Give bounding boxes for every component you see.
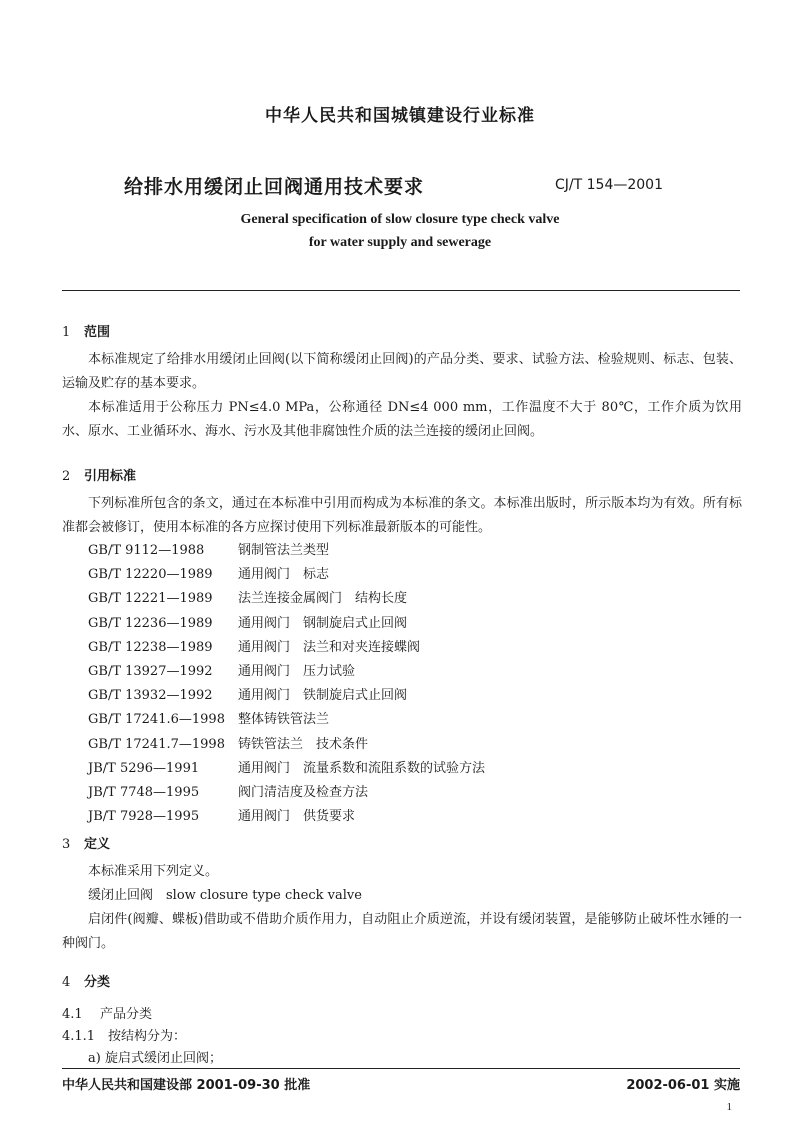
org-standard-title: 中华人民共和国城镇建设行业标准 xyxy=(265,106,535,126)
reference-title: 通用阀门 钢制旋启式止回阀 xyxy=(238,615,408,631)
reference-code: JB/T 7928—1995 xyxy=(88,809,200,825)
list-item-a: a) 旋启式缓闭止回阀； xyxy=(88,1051,222,1066)
subsection-4-1-1 xyxy=(62,1025,186,1044)
reference-item xyxy=(88,660,485,684)
header-divider xyxy=(62,290,740,291)
reference-item xyxy=(88,684,485,708)
reference-title: 钢制管法兰类型 xyxy=(238,543,330,558)
reference-title: 通用阀门 供货要求 xyxy=(238,809,356,825)
reference-title: 通用阀门 流量系数和流阻系数的试验方法 xyxy=(238,760,486,776)
section-2-heading xyxy=(62,465,136,484)
reference-list xyxy=(88,539,485,829)
reference-item xyxy=(88,612,485,636)
section-2-intro xyxy=(62,492,742,540)
reference-code: GB/T 9112—1988 xyxy=(88,543,205,558)
reference-item xyxy=(88,805,485,829)
section-title: 分类 xyxy=(84,975,111,990)
reference-title: 通用阀门 标志 xyxy=(238,567,330,583)
reference-item xyxy=(88,636,485,660)
reference-title: 通用阀门 压力试验 xyxy=(238,664,356,680)
effective-date: 2002-06-01 实施 xyxy=(626,1078,740,1093)
approval-info: 中华人民共和国建设部 2001-09-30 批准 xyxy=(62,1078,311,1093)
section-title: 引用标准 xyxy=(84,469,137,484)
section-4-heading xyxy=(62,971,110,990)
subsection-number: 4.1 xyxy=(62,1007,83,1022)
footer-divider xyxy=(62,1068,740,1069)
english-title-line1: General specification of slow closure type check valve xyxy=(240,212,560,227)
subsection-title: 按结构分为： xyxy=(108,1029,187,1044)
section-title: 定义 xyxy=(84,837,111,852)
standard-code: CJ/T 154—2001 xyxy=(555,177,663,193)
reference-code: GB/T 12238—1989 xyxy=(88,639,213,655)
reference-item xyxy=(88,539,485,563)
section-1-heading xyxy=(62,321,110,340)
reference-title: 铸铁管法兰 技术条件 xyxy=(238,736,369,752)
section-title: 范围 xyxy=(84,325,111,340)
section-number: 3 xyxy=(62,837,71,852)
english-title-line2: for water supply and sewerage xyxy=(308,235,492,250)
page-number: 1 xyxy=(726,1101,732,1113)
reference-code: GB/T 17241.7—1998 xyxy=(88,736,225,752)
reference-title: 通用阀门 铁制旋启式止回阀 xyxy=(238,688,408,704)
reference-title: 通用阀门 法兰和对夹连接蝶阀 xyxy=(238,639,421,655)
paragraph: 下列标准所包含的条文，通过在本标准中引用而构成为本标准的条文。本标准出版时，所示版本均为有效。所有标准都会被修订，使用本标准的各方应探讨使用下列标准最新版本的可能性。 xyxy=(62,496,742,535)
subsection-4-1 xyxy=(62,1003,152,1022)
section-number: 4 xyxy=(62,975,71,990)
definition-intro: 本标准采用下列定义。 xyxy=(88,864,219,879)
reference-code: GB/T 12220—1989 xyxy=(88,567,213,583)
reference-code: GB/T 12236—1989 xyxy=(88,615,213,631)
reference-item xyxy=(88,781,485,805)
reference-code: GB/T 17241.6—1998 xyxy=(88,712,225,728)
subsection-title: 产品分类 xyxy=(100,1007,153,1022)
reference-title: 阀门清洁度及检查方法 xyxy=(238,785,369,801)
reference-title: 法兰连接金属阀门 结构长度 xyxy=(238,591,408,607)
reference-code: JB/T 5296—1991 xyxy=(88,760,200,776)
reference-code: GB/T 13932—1992 xyxy=(88,688,213,704)
reference-code: GB/T 12221—1989 xyxy=(88,591,213,607)
paragraph: 本标准规定了给排水用缓闭止回阀(以下简称缓闭止回阀)的产品分类、要求、试验方法、检验规则、标志、包装、运输及贮存的基本要求。 xyxy=(62,352,742,391)
reference-item xyxy=(88,733,485,757)
reference-item xyxy=(88,757,485,781)
reference-item xyxy=(88,708,485,732)
section-number: 2 xyxy=(62,469,71,484)
section-3-heading xyxy=(62,833,110,852)
section-number: 1 xyxy=(62,325,71,340)
section-3-body xyxy=(62,860,742,956)
reference-item xyxy=(88,563,485,587)
term-definition: 启闭件(阀瓣、蝶板)借助或不借助介质作用力，自动阻止介质逆流，并设有缓闭装置，是能够防止破坏性水锤的一种阀门。 xyxy=(62,912,742,951)
reference-title: 整体铸铁管法兰 xyxy=(238,712,330,728)
defined-term: 缓闭止回阀 slow closure type check valve xyxy=(88,888,362,903)
reference-code: GB/T 13927—1992 xyxy=(88,664,213,680)
reference-item xyxy=(88,587,485,611)
paragraph: 本标准适用于公称压力 PN≤4.0 MPa，公称通径 DN≤4 000 mm，工作温度不大于 80℃，工作介质为饮用水、原水、工业循环水、海水、污水及其他非腐蚀性介质的法兰连接的缓闭止回阀。 xyxy=(62,400,742,439)
subsection-number: 4.1.1 xyxy=(62,1029,96,1044)
document-title: 给排水用缓闭止回阀通用技术要求 xyxy=(124,176,425,198)
section-1-body xyxy=(62,348,742,444)
reference-code: JB/T 7748—1995 xyxy=(88,785,200,801)
